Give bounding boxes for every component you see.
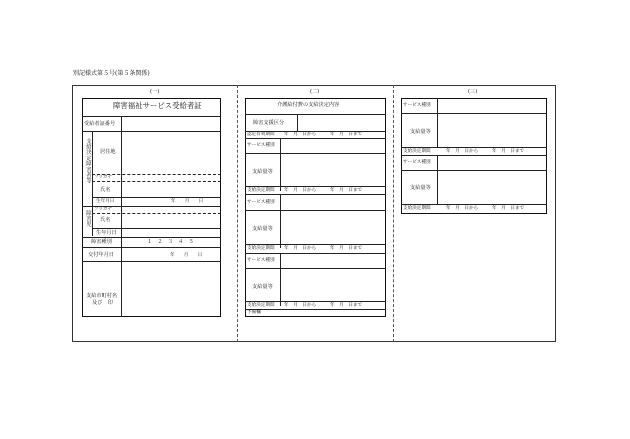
cert-number-label: 受給者証番号: [84, 121, 116, 127]
validity-period-dates: 年 月 日から 年 月 日まで: [284, 132, 363, 137]
birth-label: 生年月日: [96, 199, 115, 204]
payment-amount-label-2: 支給量等: [252, 226, 273, 232]
disability-type-label: 障害種別: [91, 239, 112, 245]
decision-period-dates-3: 年 月 日から 年 月 日まで: [284, 303, 363, 308]
child-furigana-label: フリガナ: [94, 207, 113, 212]
issue-date-value: 年 月 日: [170, 253, 203, 258]
decision-period-label-3: 支給決定期間: [247, 303, 275, 308]
payment-amount-label-p3-2: 支給量等: [410, 185, 431, 191]
certificate-title: 障害福祉サービス受給者証: [113, 101, 202, 110]
decision-period-label-2: 支給決定期間: [247, 246, 275, 251]
decision-period-dates-2: 年 月 日から 年 月 日まで: [284, 246, 363, 251]
child-group-label: 障害児: [85, 210, 91, 228]
service-type-label-1: サービス種別: [247, 143, 275, 148]
decision-period-label-p3-2: 支給決定期間: [403, 206, 431, 211]
decision-period-dates-p3-1: 年 月 日から 年 月 日まで: [446, 149, 525, 154]
panel-header-2: (二): [310, 89, 320, 95]
municipality-label: 支給市町村名: [86, 293, 118, 299]
issue-date-label: 交付年月日: [88, 252, 114, 258]
service-type-label-3: サービス種別: [247, 258, 275, 263]
service-type-label-p3-1: サービス種別: [403, 103, 431, 108]
recipient-group-label: 支給決定障害者等: [85, 138, 91, 184]
support-class-label: 障害支援区分: [253, 120, 285, 126]
care-benefit-title: 介護給付費の支給決定内容: [277, 102, 340, 108]
decision-period-label-1: 支給決定期間: [247, 188, 275, 193]
panel-divider-2: [393, 85, 394, 342]
payment-amount-label-3: 支給量等: [252, 284, 273, 290]
disability-type-values: １ ２ ３ ４ ５: [147, 239, 194, 245]
form-title: 別記様式第５号(第５条関係): [73, 70, 150, 77]
payment-amount-label-1: 支給量等: [252, 169, 273, 175]
panel-header-1: (一): [150, 89, 160, 95]
decision-period-dates-1: 年 月 日から 年 月 日まで: [284, 188, 363, 193]
payment-amount-label-p3-1: 支給量等: [410, 129, 431, 135]
panel-header-3: (三): [468, 89, 478, 95]
validity-period-label: 認定有効期間: [247, 132, 275, 137]
decision-period-label-p3-1: 支給決定期間: [403, 149, 431, 154]
service-type-label-2: サービス種別: [247, 200, 275, 205]
seal-label: 及び 印: [92, 300, 113, 306]
panel-divider-1: [237, 85, 238, 342]
address-label: 居住地: [100, 149, 116, 155]
service-panel: [401, 98, 547, 214]
child-birth-label: 生年月日: [96, 230, 117, 236]
name-label: 氏名: [100, 187, 111, 193]
decision-period-dates-p3-2: 年 月 日から 年 月 日まで: [446, 206, 525, 211]
child-name-label: 氏名: [100, 217, 111, 223]
furigana-label: フリガナ: [94, 175, 113, 180]
service-type-label-p3-2: サービス種別: [403, 160, 431, 165]
birth-value: 年 月 日: [171, 199, 204, 204]
notes-label: 予備欄: [247, 310, 261, 315]
